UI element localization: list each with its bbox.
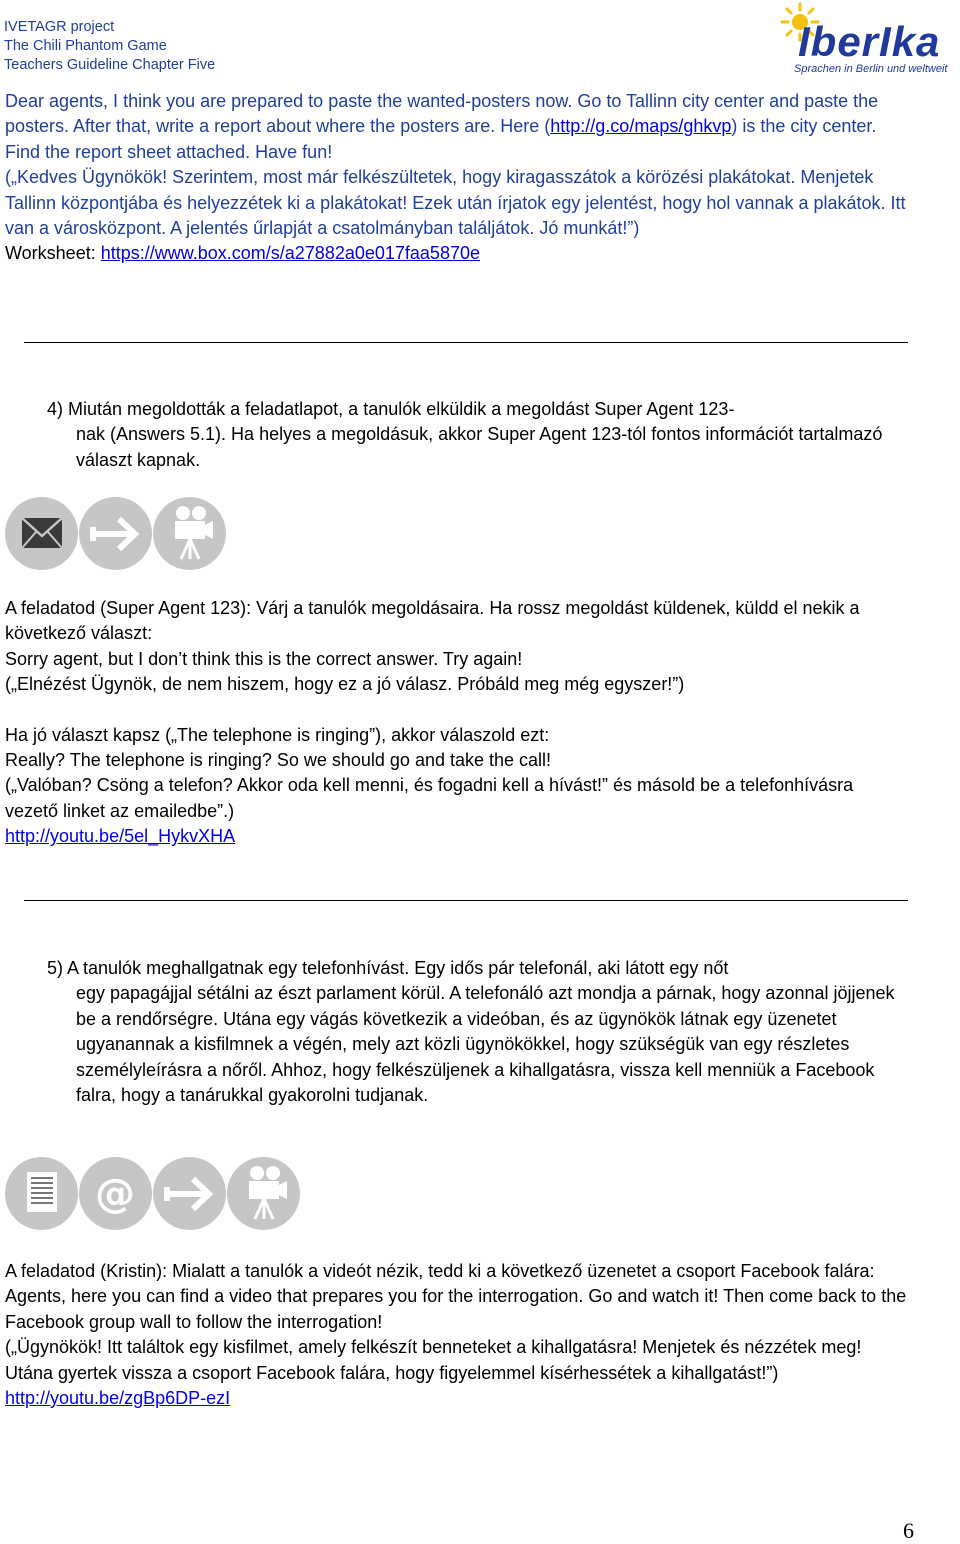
step-4: [47, 397, 905, 473]
header-game: The Chili Phantom Game: [4, 38, 167, 54]
task-5-message-hu: („Ügynökök! Itt találtok egy kisfilmet, amely felkészít benneteket a kihallgatásra! Menjetek és nézzétek meg! Utána gyertek vissza a csoport Facebook falára, hogy figyelemmel kísérhessétek a kihallgatást!”): [5, 1337, 862, 1383]
at-sign-icon: [79, 1157, 152, 1230]
task-5-instruction: A feladatod (Kristin): Mialatt a tanulók a videót nézik, tedd ki a következő üzenetet a csoport Facebook falára:: [5, 1261, 875, 1281]
step-4-first-line: 4) Miután megoldották a feladatlapot, a tanulók elküldik a megoldást Super Agent 123-: [47, 399, 735, 419]
arrow-right-icon: [153, 1157, 226, 1230]
intro-english-2: ) is the city center. Find the report sheet attached. Have fun!: [5, 116, 877, 162]
youtube-link-2[interactable]: http://youtu.be/zgBp6DP-ezI: [5, 1388, 231, 1409]
task-4-instruction: A feladatod (Super Agent 123): Várj a tanulók megoldásaira. Ha rossz megoldást küldenek, küldd el nekik a következő választ:: [5, 598, 860, 644]
task-4-wrong-answer-hu: („Elnézést Ügynök, de nem hiszem, hogy ez a jó válasz. Próbáld meg még egyszer!”): [5, 674, 685, 695]
worksheet-link[interactable]: https://www.box.com/s/a27882a0e017faa5870e: [100, 243, 480, 264]
task-4: [5, 596, 910, 850]
logo-wordmark: IberIka: [798, 18, 941, 65]
intro-hungarian: („Kedves Ügynökök! Szerintem, most már felkészültetek, hogy kiragasszátok a körözési plakátokat. Menjetek Tallinn központjába és helyezzétek ki a plakátokat! Ezek után írjatok egy jelentést, hogy hol vannak a plakátok. Itt van a városközpont. A jelentés űrlapját a csatolmányban találjátok. Jó munkát!”): [5, 167, 906, 239]
task-5: [5, 1259, 910, 1411]
film-camera-icon: [227, 1157, 300, 1230]
page-number: 6: [903, 1518, 914, 1543]
film-camera-icon: [153, 497, 226, 570]
envelope-icon: [5, 497, 78, 570]
step-5: [47, 956, 905, 1108]
task-5-message-en: Agents, here you can find a video that prepares you for the interrogation. Go and watch it! Then come back to the Facebook group wall to follow the interrogation!: [5, 1286, 907, 1332]
intro-english-1: Dear agents, I think you are prepared to paste the wanted-posters now. Go to Tallinn city center and paste the posters. After that, write a report about where the posters are. Here (: [5, 91, 879, 137]
task-4-correct-answer: Ha jó választ kapsz („The telephone is ringing”), akkor válaszold ezt:: [5, 724, 550, 745]
maps-link[interactable]: http://g.co/maps/ghkvp: [550, 116, 732, 137]
step-5-first-line: 5) A tanulók meghallgatnak egy telefonhívást. Egy idős pár telefonál, aki látott egy nőt: [47, 958, 729, 978]
divider-1: [24, 342, 908, 343]
divider-2: [24, 900, 908, 901]
logo-tagline: Sprachen in Berlin und weltweit: [794, 63, 948, 75]
header-chapter: Teachers Guideline Chapter Five: [4, 57, 216, 73]
task-4-wrong-answer-en: Sorry agent, but I don’t think this is the correct answer. Try again!: [5, 648, 523, 669]
youtube-link-1[interactable]: http://youtu.be/5el_HykvXHA: [5, 826, 236, 847]
arrow-right-icon: [79, 497, 152, 570]
header-project: IVETAGR project: [4, 19, 115, 35]
step-4-rest: nak (Answers 5.1). Ha helyes a megoldásuk, akkor Super Agent 123-tól fontos információt tartalmazó választ kapnak.: [76, 424, 883, 470]
intro-section: [5, 89, 910, 267]
document-icon: [5, 1157, 78, 1230]
iberika-logo: [770, 0, 960, 82]
step-5-rest: egy papagájjal sétálni az észt parlament körül. A telefonáló azt mondja a párnak, hogy azonnal jöjjenek be a rendőrségre. Utána egy vágás következik a videóban, és az ügynökök látnak egy üzenetet ugyanannak a kisfilmnek a végén, mely azt közli ügynökökkel, hogy szükségük van egy részletes személyleírásra a nőről. Ahhoz, hogy felkészüljenek a kihallgatásra, vissza kell menniük a Facebook falra, hogy a tanárukkal gyakorolni tudjanak.: [76, 983, 895, 1106]
running-header: [4, 18, 215, 75]
task-4-reply-hu: („Valóban? Csöng a telefon? Akkor oda kell menni, és fogadni kell a hívást!” és másold be a telefonhívásra vezető linket az emailedbe”.): [5, 775, 854, 821]
svg-text:@: @: [95, 1171, 135, 1217]
task-4-reply-en: Really? The telephone is ringing? So we should go and take the call!: [5, 750, 552, 771]
worksheet-label: Worksheet:: [5, 243, 101, 264]
